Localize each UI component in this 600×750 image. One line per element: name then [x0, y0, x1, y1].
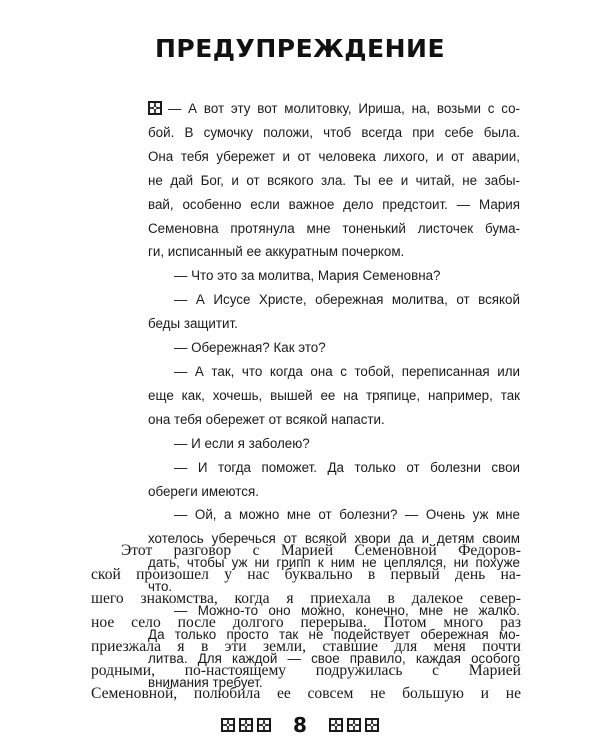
dialogue-line: [148, 408, 520, 432]
chapter-title: ПРЕДУПРЕЖДЕНИЕ: [154, 34, 446, 63]
star-ornament-icon: [221, 718, 235, 732]
narrative-line: шего знакомства, когда я приехала в далекое север-: [91, 589, 521, 607]
dialogue-line: [148, 336, 520, 360]
dialogue-line: [148, 384, 520, 408]
dialogue-line: [148, 169, 520, 193]
dialogue-line-text: вай, особенно если важное дело предстоит. — Мария: [148, 196, 520, 212]
dialogue-line: [148, 360, 520, 384]
dialogue-line-text: — А Исусе Христе, обережная молитва, от всякой: [174, 292, 520, 308]
dialogue-line: [148, 480, 520, 504]
dialogue-line: [148, 432, 520, 456]
dialogue-line-text: дать, чтобы уж ни грипп к ним не цеплялся, ни похуже: [148, 555, 520, 571]
star-ornament-icon: [365, 718, 379, 732]
dialogue-line-text: — И тогда поможет. Да только от болезни свои: [174, 459, 520, 475]
dialogue-line-text: обереги имеются.: [148, 483, 259, 499]
dialogue-line-text: — И если я заболею?: [174, 435, 310, 451]
narrative-line: ской произошел у нас буквально в первый день на-: [91, 565, 521, 583]
dialogue-line: [148, 145, 520, 169]
dialogue-line-text: — Можно-то оно можно, конечно, мне не жалко.: [174, 603, 520, 619]
dialogue-line-text: — А так, что когда она с тобой, переписанная или: [174, 363, 520, 379]
narrative-line: Этот разговор с Марией Семеновной Федоров-: [121, 542, 521, 559]
dialogue-line-text: бой. В сумочку положи, чтоб всегда при себе была.: [148, 124, 520, 140]
narrative-line: приезжала я в эти земли, ставшие для меня почти: [91, 637, 521, 655]
dialogue-line: [148, 456, 520, 480]
dialogue-line: [148, 288, 520, 312]
dialogue-line-text: — Что это за молитва, Мария Семеновна?: [174, 268, 441, 284]
narrative-line: родными, по-настоящему подружилась с Марией: [91, 661, 521, 679]
dialogue-line: [148, 312, 520, 336]
dialogue-line-text: не дай Бог, и от всякого зла. Ты ее и читай, не забы-: [148, 172, 520, 188]
star-ornament-icon: [329, 718, 343, 732]
dialogue-line-text: литва. Для каждой — свое правило, каждая особого: [148, 650, 520, 666]
dialogue-line: [148, 240, 520, 264]
dialogue-line-text: хотелось уберечься от всякой хвори да и детям своим: [148, 531, 520, 547]
dialogue-line-text: Семеновна протянула мне тоненький листочек бума-: [148, 220, 520, 236]
footer-ornaments-right: [329, 718, 379, 732]
dialogue-line-text: — Обережная? Как это?: [174, 340, 326, 356]
dialogue-line-text: — А вот эту вот молитовку, Ириша, на, возьми с со-: [168, 101, 520, 116]
star-ornament-icon: [347, 718, 361, 732]
narrative-line: Семеновной, полюбила ее совсем не большую и не: [91, 685, 521, 703]
dialogue-line: [148, 97, 520, 121]
dialogue-line-text: беды защитит.: [148, 316, 238, 332]
footer-ornaments-left: [221, 718, 271, 732]
dialogue-line: [148, 121, 520, 145]
dialogue-line: [148, 193, 520, 217]
star-ornament-icon: [148, 101, 162, 115]
dialogue-line: [148, 264, 520, 288]
narrative-block: [91, 539, 521, 706]
star-ornament-icon: [257, 718, 271, 732]
narrative-line: ное село после долгого перерыва. Потом много раз: [91, 613, 521, 631]
dialogue-line-text: Да только просто так не подействует обережная мо-: [148, 626, 520, 642]
page-number: 8: [293, 713, 307, 737]
dialogue-line-text: Она тебя убережет и от человека лихого, и от аварии,: [148, 148, 520, 164]
dialogue-line-text: ги, исписанный ее аккуратным почерком.: [148, 244, 405, 260]
dialogue-line: [148, 503, 520, 527]
dialogue-line: [148, 217, 520, 241]
dialogue-line-text: еще как, хочешь, вышей ее на тряпице, например, так: [148, 387, 520, 403]
page-footer: [0, 712, 600, 738]
star-ornament-icon: [239, 718, 253, 732]
dialogue-line-text: внимания требует.: [148, 674, 263, 690]
dialogue-line-text: что.: [148, 579, 173, 595]
dialogue-line-text: она тебя обережет от всякой напасти.: [148, 411, 385, 427]
dialogue-line-text: — Ой, а можно мне от болезни? — Очень уж мне: [174, 507, 520, 523]
